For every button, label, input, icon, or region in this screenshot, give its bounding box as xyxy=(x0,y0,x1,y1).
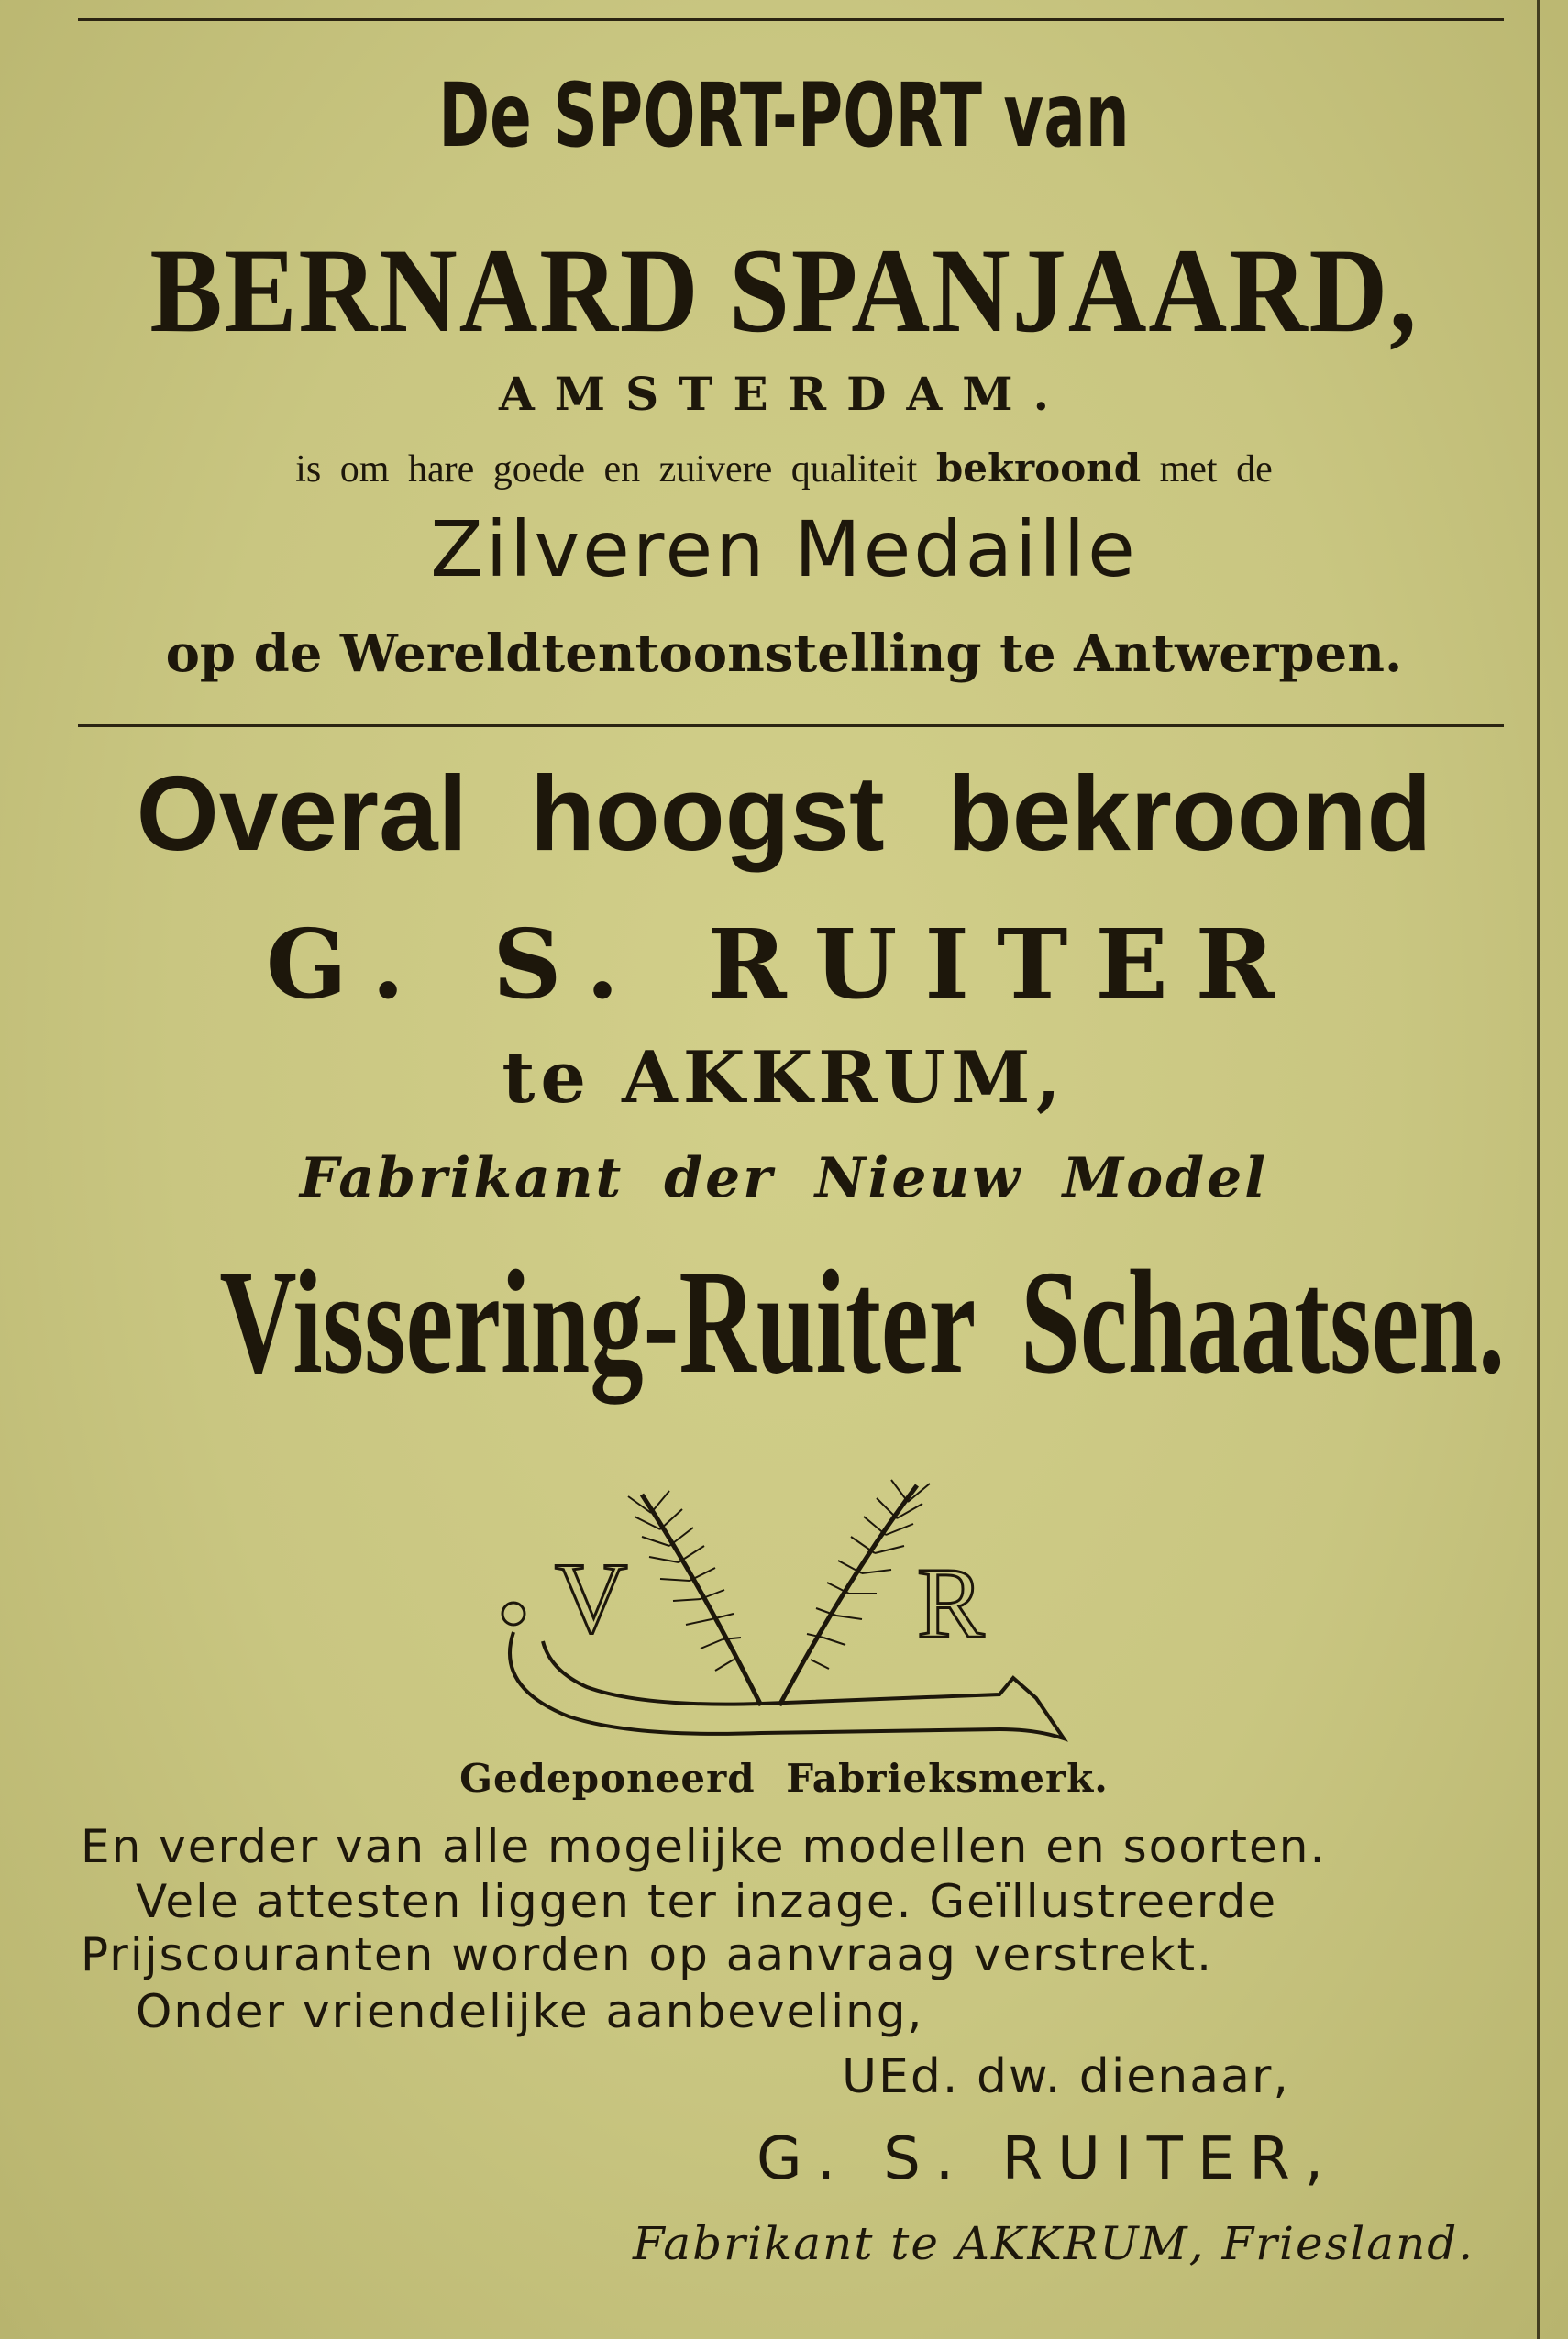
ad2-location: te AKKRUM, xyxy=(502,1036,1066,1120)
ad1-company: BERNARD SPANJAARD, xyxy=(149,223,1419,358)
body-line-2: Vele attesten liggen ter inzage. Geïllustreerde xyxy=(136,1875,1278,1928)
ad2-role: Fabrikant der Nieuw Model xyxy=(299,1146,1269,1210)
body-line-4: Onder vriendelijke aanbeveling, xyxy=(136,1985,924,2038)
ad2-product: Vissering-Ruiter Schaatsen. xyxy=(219,1241,1506,1405)
closing-line: UEd. dw. dienaar, xyxy=(842,2049,1290,2104)
trademark-letter-v: V xyxy=(555,1542,628,1654)
body-line-1: En verder van alle mogelijke modellen en soorten. xyxy=(81,1820,1327,1873)
ad2-headline: Overal hoogst bekroond xyxy=(136,754,1432,873)
skate-palm-trademark-icon xyxy=(486,1458,1091,1751)
signature-place: Fabrikant te AKKRUM, Friesland. xyxy=(633,2217,1475,2270)
award-text-start: is om hare goede en zuivere qualiteit xyxy=(295,448,918,491)
award-text-bold: bekroond xyxy=(935,446,1142,491)
top-rule xyxy=(78,18,1504,21)
award-text-end: met de xyxy=(1159,448,1273,491)
signature-name: G. S. RUITER, xyxy=(756,2125,1339,2193)
middle-rule xyxy=(78,724,1504,727)
ad2-maker: G. S. RUITER xyxy=(265,908,1303,1021)
body-line-3: Prijscouranten worden op aanvraag verstrekt. xyxy=(81,1928,1213,1981)
ad1-city: AMSTERDAM. xyxy=(498,367,1070,421)
ad1-award-text xyxy=(0,446,1568,491)
ad1-medal: Zilveren Medaille xyxy=(430,504,1138,594)
ad1-exhibition: op de Wereldtentoonstelling te Antwerpen. xyxy=(165,623,1403,684)
trademark-letter-r: R xyxy=(917,1547,985,1659)
ad1-title: De SPORT-PORT van xyxy=(438,64,1130,167)
trademark-label: Gedeponeerd Fabrieksmerk. xyxy=(459,1756,1109,1801)
